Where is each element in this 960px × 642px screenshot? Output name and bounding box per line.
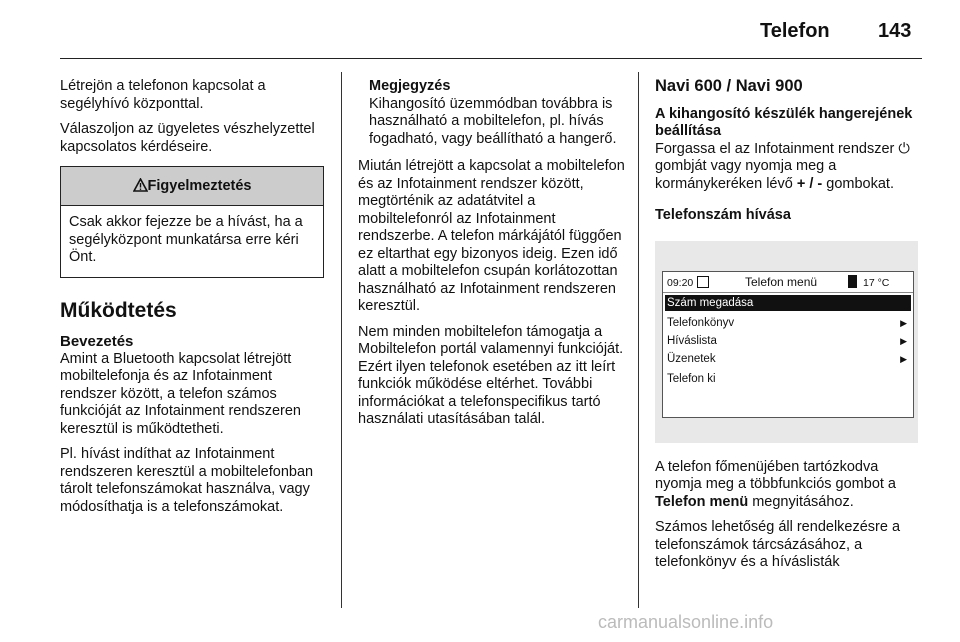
clock-icon: [697, 276, 709, 288]
column-divider-2: [638, 72, 639, 608]
paragraph: Válaszoljon az ügyeletes vészhelyzettel kapcsolatos kérdéseire.: [60, 121, 315, 155]
paragraph: Létrejön a telefonon kapcsolat a segélyhívó központtal.: [60, 78, 266, 112]
column-divider-1: [341, 72, 342, 608]
text: Forgassa el az Infotainment rendszer: [655, 140, 895, 157]
column-1: [60, 78, 328, 524]
column-2: [358, 78, 626, 437]
page-header-title: Telefon: [760, 20, 830, 42]
menu-item-telefon-ki[interactable]: [665, 371, 911, 387]
note-title: Megjegyzés: [369, 78, 451, 94]
menu-item-telefonkonyv[interactable]: [665, 315, 911, 331]
section-title: Működtetés: [60, 298, 177, 322]
text: gombját vagy nyomja meg a kormánykeréken lévő: [655, 158, 837, 192]
paragraph: Amint a Bluetooth kapcsolat létrejött mobiltelefonja és az Infotainment rendszer között, a telefon számos funkcióját az Infotainment rendszeren keresztül is működtetheti.: [60, 350, 301, 437]
menu-item-hivaslista[interactable]: [665, 333, 911, 349]
menu-item-uzenetek[interactable]: [665, 351, 911, 367]
screen-divider: [663, 292, 913, 293]
phone-battery-icon: [848, 275, 857, 288]
menu-item-label: Telefon ki: [667, 372, 716, 385]
subsection-title: Bevezetés: [60, 333, 134, 350]
warning-box: [60, 166, 324, 278]
screen-title: Telefon menü: [745, 274, 818, 289]
subsection-title: Telefonszám hívása: [655, 207, 791, 223]
column-3: [655, 78, 927, 580]
menu-item-label: Telefonkönyv: [667, 316, 735, 329]
paragraph: [655, 459, 927, 512]
screen-display: [662, 271, 914, 418]
infotainment-screenshot: [655, 241, 918, 443]
paragraph: [655, 141, 927, 194]
arrow-right-icon: ▶: [900, 353, 907, 364]
screen-temperature: 17 °C: [863, 276, 890, 289]
subsection-title: A kihangosító készülék hangerejének beállítása: [655, 105, 913, 139]
bold-text: Telefon menü: [655, 493, 749, 510]
screen-status-bar: [663, 272, 913, 292]
warning-triangle-icon: [133, 178, 148, 192]
bold-text: + / -: [796, 175, 823, 192]
header-rule: [60, 58, 922, 59]
text: gombokat.: [826, 175, 894, 192]
paragraph: Miután létrejött a kapcsolat a mobiltelefon és az Infotainment rendszer között, megtörténik az adatátvitel a mobiltelefonról az Infotainment rendszerbe. A telefon márkájától függően ez eltarthat egy bizonyos ideig. Ezen idő alatt a mobiltelefon csupán korlátozottan használható az Infotainment rendszeren keresztül.: [358, 158, 625, 314]
paragraph: Pl. hívást indíthat az Infotainment rendszeren keresztül a mobiltelefonban tárolt telefonszámokat használva, vagy módosíthatja is a telefonszámokat.: [60, 446, 314, 515]
section-title: Navi 600 / Navi 900: [655, 77, 803, 95]
paragraph: Nem minden mobiltelefon támogatja a Mobiltelefon portál valamennyi funkcióját. Ezért ilyen telefonok esetében az itt leírt funkciók működése eltérhet. További információkat a telefonspecifikus tartó használati utasításában talál.: [358, 323, 624, 427]
text: A telefon főmenüjében tartózkodva nyomja meg a többfunkciós gombot a: [655, 458, 896, 492]
arrow-right-icon: ▶: [900, 317, 907, 328]
menu-item-szam-megadasa[interactable]: [665, 295, 911, 311]
warning-body: Csak akkor fejezze be a hívást, ha a segélyközpont munkatársa erre kéri Önt.: [69, 214, 303, 265]
note-box: [358, 78, 626, 148]
watermark[interactable]: carmanualsonline.info: [598, 612, 774, 632]
warning-header: [61, 167, 323, 206]
power-knob-icon: ⏻: [898, 140, 910, 157]
warning-title: Figyelmeztetés: [147, 178, 252, 194]
menu-item-label: Szám megadása: [667, 296, 754, 309]
paragraph: Számos lehetőség áll rendelkezésre a telefonszámok tárcsázásához, a telefonkönyv és a híváslisták: [655, 519, 901, 570]
menu-item-label: Üzenetek: [667, 352, 716, 365]
note-body: Kihangosító üzemmódban továbbra is használható a mobiltelefon, pl. hívás fogadható, vagy beállítható a hangerő.: [369, 95, 617, 147]
screen-time: 09:20: [667, 276, 694, 289]
arrow-right-icon: ▶: [900, 335, 907, 346]
text: megnyitásához.: [752, 493, 854, 510]
menu-item-label: Híváslista: [667, 334, 717, 347]
page-number: 143: [878, 20, 912, 42]
